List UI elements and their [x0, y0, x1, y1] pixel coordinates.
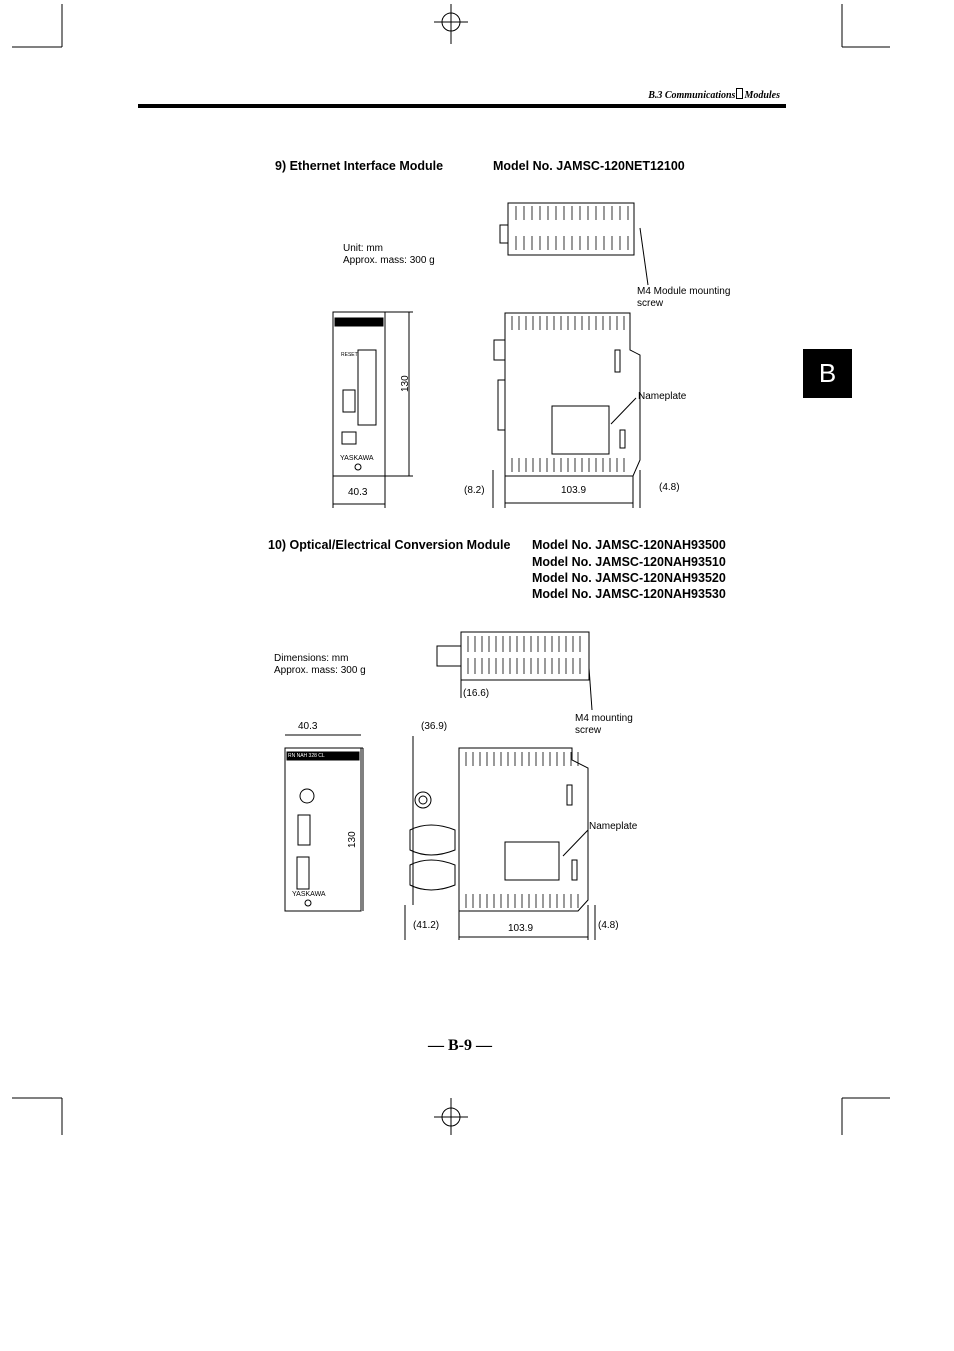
fig1-top-view: [500, 203, 648, 285]
fig1-brand: YASKAWA: [340, 455, 374, 462]
page-number: — B-9 —: [428, 1037, 492, 1054]
fig2-side-view: [405, 736, 595, 940]
fig2-dim-depth: 103.9: [508, 923, 534, 934]
fig2-brand: YASKAWA: [292, 891, 326, 898]
fig1-dim-depth: 103.9: [561, 485, 587, 496]
running-header-part-2: Modules: [744, 90, 780, 101]
fig1-dim-left-offset: (8.2): [464, 485, 485, 496]
fig2-front-view: [285, 735, 363, 911]
fig1-front-view: [333, 312, 413, 508]
fig2-dim-left-offset: (41.2): [413, 920, 440, 931]
fig1-side-view: [493, 313, 640, 508]
fig2-unit-note: Dimensions: mm Approx. mass: 300 g: [274, 653, 366, 676]
fig1-reset-label: RESET: [341, 352, 358, 358]
fig2-model-4: Model No. JAMSC-120NAH93530: [532, 587, 726, 601]
fig2-dim-right-offset: (4.8): [598, 920, 619, 931]
fig2-title: 10) Optical/Electrical Conversion Module: [268, 538, 511, 552]
crop-marks: [12, 4, 890, 1135]
fig1-dim-right-offset: (4.8): [659, 482, 680, 493]
fig2-screw-callout: M4 mounting screw: [575, 713, 633, 736]
fig2-model-2: Model No. JAMSC-120NAH93510: [532, 555, 726, 569]
fig2-dim-height: 130: [347, 831, 358, 848]
fig1-title: 9) Ethernet Interface Module: [275, 159, 444, 173]
fig2-dim-conn-offset: (36.9): [421, 721, 448, 732]
fig1-dim-width: 40.3: [348, 487, 368, 498]
fig2-top-view: [437, 632, 592, 710]
fig1-unit-note: Unit: mm Approx. mass: 300 g: [343, 243, 435, 266]
fig1-screw-callout: M4 Module mounting screw: [637, 286, 731, 309]
fig1-nameplate-callout: Nameplate: [638, 391, 687, 402]
running-header-part-1: B.3 Communications: [648, 90, 736, 101]
fig2-model-1: Model No. JAMSC-120NAH93500: [532, 538, 726, 552]
fig1-model: Model No. JAMSC-120NET12100: [493, 159, 685, 173]
fig2-led-label: RN NAH 328 CL: [288, 753, 325, 759]
fig2-model-3: Model No. JAMSC-120NAH93520: [532, 571, 726, 585]
fig1-led-label: RN NET RX TX: [337, 313, 372, 319]
fig2-nameplate-callout: Nameplate: [589, 821, 638, 832]
fig2-dim-top-offset: (16.6): [463, 688, 490, 699]
fig2-dim-width: 40.3: [298, 721, 318, 732]
fig1-dim-height: 130: [400, 375, 411, 392]
section-tab: B: [803, 349, 852, 398]
